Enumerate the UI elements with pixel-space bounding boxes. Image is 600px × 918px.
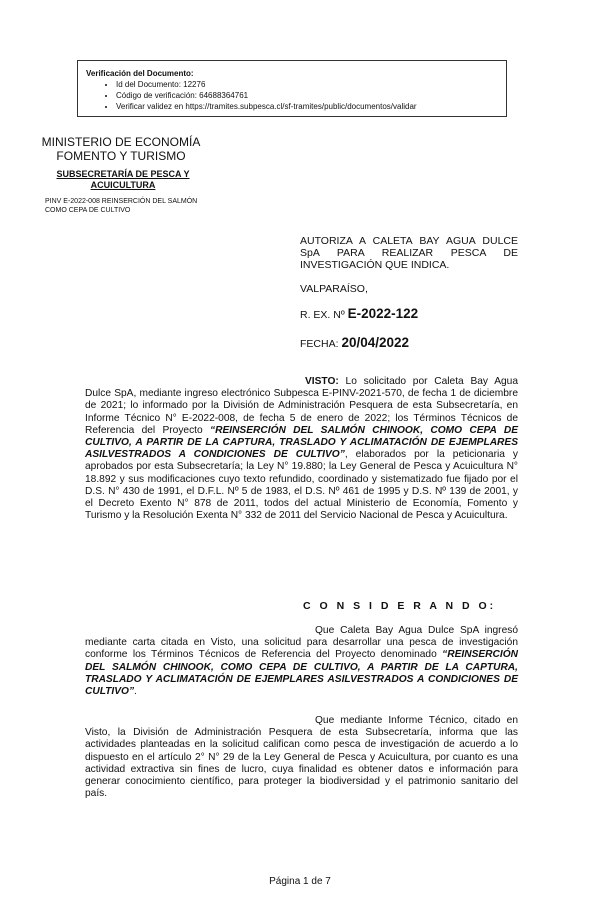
considerando-paragraph-1 xyxy=(85,625,518,698)
considerando-p1-end: . xyxy=(134,686,137,698)
verification-list xyxy=(86,79,506,112)
visto-paragraph xyxy=(85,376,518,522)
rex-number: E-2022-122 xyxy=(347,306,419,321)
considerando-p1-project: “REINSERCIÓN DEL SALMÓN CHINOOK, COMO CEPA DE CULTIVO, A PARTIR DE LA CAPTURA, TRASLADO Y ACLIMATACIÓN DE EJEMPLARES ASILVESTRADOS A CONDICIONES DE CULTIVO” xyxy=(85,649,518,698)
visto-project-title: “REINSERCIÓN DEL SALMÓN CHINOOK, COMO CEPA DE CULTIVO, A PARTIR DE LA CAPTURA, TRASLADO Y ACLIMATACIÓN DE EJEMPLARES ASILVESTRADOS A CONDICIONES DE CULTIVO” xyxy=(85,424,518,461)
verification-code: • Código de verificación: 64688364761 xyxy=(116,90,506,101)
subsecretaria-label: SUBSECRETARÍA DE PESCA Y ACUICULTURA xyxy=(56,169,190,190)
verification-url[interactable]: • Verificar validez en https://tramites.subpesca.cl/sf-tramites/public/documentos/validar xyxy=(116,101,506,112)
verification-box xyxy=(77,60,507,117)
visto-label: VISTO: xyxy=(305,376,339,387)
ministry-line-1: MINISTERIO DE ECONOMÍA xyxy=(41,135,201,149)
pinv-reference: PINV E-2022-008 REINSERCIÓN DEL SALMÓN COMO CEPA DE CULTIVO xyxy=(45,198,198,214)
considerando-heading: C O N S I D E R A N D O: xyxy=(303,600,497,612)
date-value: 20/04/2022 xyxy=(341,335,410,350)
date-line xyxy=(300,335,409,350)
rex-label: R. EX. Nº xyxy=(300,309,345,321)
ministry-header xyxy=(32,135,210,163)
visto-text-a: Lo solicitado por Caleta Bay Agua Dulce SpA, mediante ingreso electrónico Subpesca E-PINV-2021-570, de fecha 1 de diciembre de 2021; lo informado por la División de Administración Pesquera de esta Subsecretaría, en Informe Técnico N° E-2022-008, de fecha 5 de enero de 2022; los Términos Técnicos de Referencia del Proyecto xyxy=(85,376,518,436)
resolution-number-line xyxy=(300,306,418,321)
date-label: FECHA: xyxy=(300,338,339,350)
verification-title: Verificación del Documento: xyxy=(86,69,194,78)
considerando-p1-text: Que Caleta Bay Agua Dulce SpA ingresó mediante carta citada en Visto, una solicitud para desarrollar una pesca de investigación conforme los Términos Técnicos de Referencia del Proyecto denominado xyxy=(85,625,518,661)
visto-text-b: , elaborados por la peticionaria y aprobados por esta Subsecretaría; la Ley N° 19.880; la Ley General de Pesca y Acuicultura N° 18.892 y sus modificaciones cuyo texto refundido, coordinado y sistematizado fue fijado por el D.S. N° 430 de 1991, el D.F.L. Nº 5 de 1983, el D.S. Nº 461 de 1995 y D.S. Nº 139 de 2001, y el Decreto Exento N° 878 de 2011, todos del actual Ministerio de Economía, Fomento y Turismo y la Resolución Exenta N° 332 de 2011 del Servicio Nacional de Pesca y Acuicultura. xyxy=(85,449,518,522)
verification-id: • Id del Documento: 12276 xyxy=(116,79,506,90)
city-line: VALPARAÍSO, xyxy=(300,283,368,295)
considerando-paragraph-2: Que mediante Informe Técnico, citado en Visto, la División de Administración Pesquera de esta Subsecretaría, informa que las actividades planteadas en la solicitud califican como pesca de investigación de acuerdo a lo dispuesto en el artículo 2° N° 29 de la Ley General de Pesca y Acuicultura, por cuanto es una actividad extractiva sin fines de lucro, cuya finalidad es obtener datos e información para generar conocimiento científico, para proteger la biodiversidad y el patrimonio sanitario del país. xyxy=(85,715,518,800)
ministry-line-2: FOMENTO Y TURISMO xyxy=(56,149,186,163)
resolution-summary: AUTORIZA A CALETA BAY AGUA DULCE SpA PARA REALIZAR PESCA DE INVESTIGACIÓN QUE INDICA. xyxy=(300,235,518,271)
page-number: Página 1 de 7 xyxy=(269,876,331,887)
